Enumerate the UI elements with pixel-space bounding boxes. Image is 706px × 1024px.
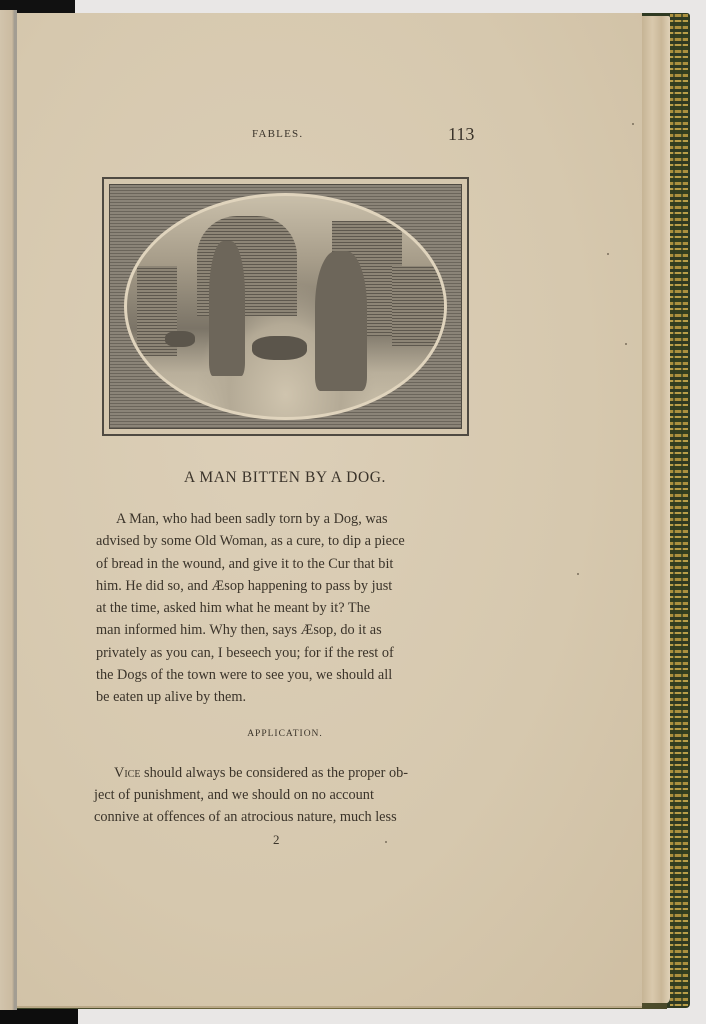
application-line: ject of punishment, and we should on no account [94, 787, 374, 803]
engraving-frame [109, 184, 462, 429]
fable-title: A MAN BITTEN BY A DOG. [183, 469, 387, 486]
fable-line: A Man, who had been sadly torn by a Dog, was [116, 511, 388, 527]
application-heading: APPLICATION. [247, 729, 323, 739]
gilt-tooled-spine-edge [670, 14, 688, 1006]
application-line: Vice should always be considered as the proper ob- [114, 765, 409, 781]
fable-line: him. He did so, and Æsop happening to pass by just [96, 577, 393, 594]
fable-line: advised by some Old Woman, as a cure, to dip a piece [96, 533, 405, 550]
application-line: connive at offences of an atrocious nature, much less [94, 809, 397, 825]
fable-body [96, 508, 474, 709]
fable-line: the Dogs of the town were to see you, we should all [96, 667, 393, 684]
fable-line: of bread in the wound, and give it to the Cur that bit [96, 555, 394, 572]
fable-line: privately as you can, I beseech you; for if the rest of [96, 644, 394, 661]
dog-figure [252, 336, 307, 360]
signature-mark: 2 [273, 832, 280, 847]
man-figure [209, 241, 245, 376]
engraving-illustration [102, 177, 469, 436]
facing-page-edge [0, 10, 15, 1010]
fable-line: be eaten up alive by them. [96, 689, 247, 706]
page-number: 113 [448, 124, 475, 144]
aesop-figure [315, 251, 367, 391]
application-first-word: Vice [114, 765, 141, 781]
engraving-oval-scene [124, 193, 447, 420]
running-head-title: FABLES. [252, 128, 304, 140]
fable-line: at the time, asked him what he meant by it? The [96, 600, 371, 617]
fable-line: man informed him. Why then, says Æsop, do it as [96, 622, 382, 639]
application-body [94, 762, 474, 828]
